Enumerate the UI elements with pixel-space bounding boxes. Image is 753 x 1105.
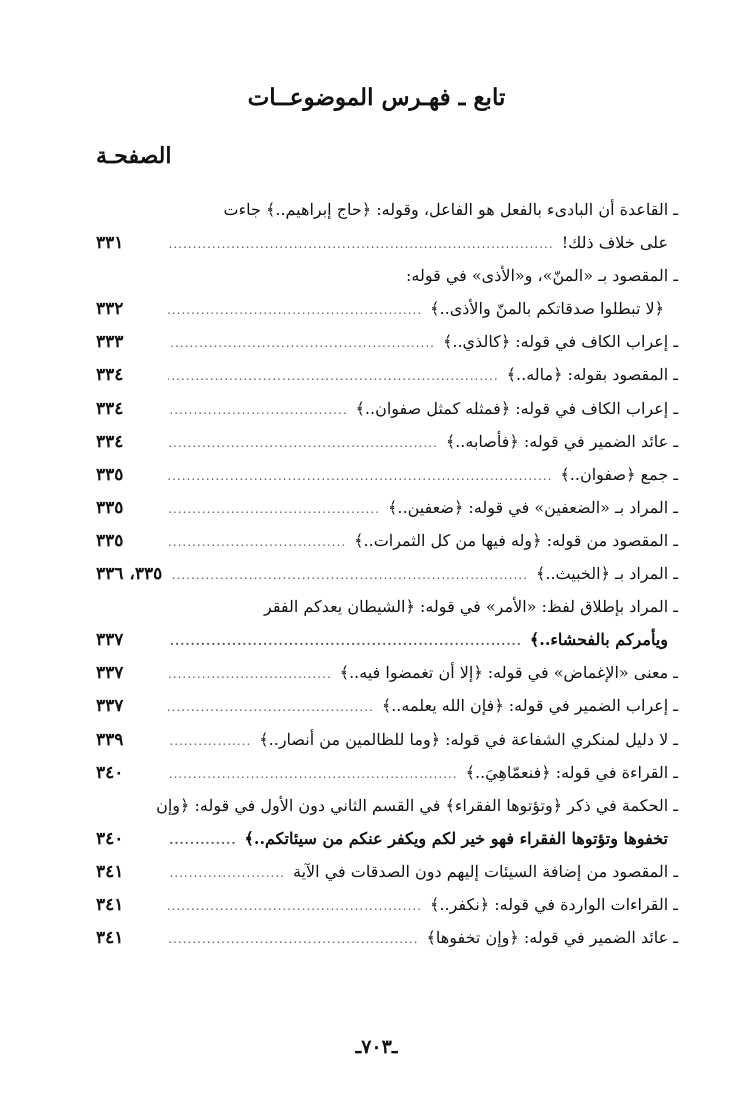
- toc-entry-page: ٣٣٢: [96, 299, 124, 320]
- dot-leader: [168, 857, 285, 890]
- dot-leader: [168, 658, 332, 691]
- toc-entry: [96, 259, 678, 292]
- toc-entry-text: تخفوها وتؤتوها الفقراء فهو خير لكم ويكفر عنكم من سيئاتكم..﴾: [244, 828, 668, 848]
- toc-entry: [96, 491, 678, 524]
- dot-leader: [168, 526, 346, 559]
- toc-entry: [96, 855, 678, 888]
- toc-entry-text: ـ معنى «الإغماض» في قوله: ﴿إلا أن تغمضوا فيه..﴾: [339, 663, 678, 683]
- toc-entry-page: ٣٣٧: [96, 696, 124, 717]
- toc-entry-page: ٣٤١: [96, 928, 124, 949]
- toc-entry-text: ـ المقصود بقوله: ﴿ماله..﴾: [506, 365, 678, 385]
- toc-entry: [96, 689, 678, 722]
- toc-entry: [96, 756, 678, 789]
- toc-entry: [96, 524, 678, 557]
- page-number: ـ٧٠٣ـ: [355, 1036, 398, 1058]
- dot-leader: [168, 460, 552, 493]
- toc-entry-text: ـ المراد بـ ﴿الخبيث..﴾: [536, 564, 678, 584]
- toc-entry: [96, 789, 678, 822]
- toc-entry-page: ٣٣٤: [96, 431, 124, 452]
- toc-entry-page: ٣٣٥: [96, 464, 124, 485]
- dot-leader: [168, 923, 419, 956]
- toc-entry-page: ٣٣٥، ٣٣٦: [96, 564, 163, 585]
- toc-entry: [96, 921, 678, 954]
- toc-entry: [96, 888, 678, 921]
- toc-entry-page: ٣٣٤: [96, 365, 124, 386]
- toc-entry-text: ـ عائد الضمير في قوله: ﴿وإن تخفوها﴾: [426, 928, 678, 948]
- toc-entry: [96, 292, 678, 325]
- toc-entry-text: ـ القراءات الواردة في قوله: ﴿نكفر..﴾: [430, 894, 678, 914]
- toc-entry-text: ـ إعراب الكاف في قوله: ﴿فمثله كمثل صفوان..﴾: [355, 398, 678, 418]
- dot-leader: [170, 559, 528, 592]
- toc-entry-page: ٣٤١: [96, 894, 124, 915]
- toc-entry-text: ـ المقصود من قوله: ﴿وله فيها من كل الثمرات..﴾: [354, 530, 678, 550]
- toc-entry-text: ـ المراد بـ «الضعفين» في قوله: ﴿ضعفين..﴾: [388, 497, 678, 517]
- toc-entry: [96, 656, 678, 689]
- toc-entry-page: ٣٣٧: [96, 663, 124, 684]
- dot-leader: [168, 294, 422, 327]
- toc-entry-text: ـ جمع ﴿صفوان..﴾: [560, 464, 678, 484]
- toc-entry: [96, 458, 678, 491]
- page-column-label: الصفحـة: [96, 143, 172, 169]
- toc-entry-text: ـ المراد بإطلاق لفظ: «الأمر» في قوله: ﴿الشيطان يعدكم الفقر: [263, 597, 678, 617]
- toc-entry-text: ـ إعراب الكاف في قوله: ﴿كالذي..﴾: [442, 332, 678, 352]
- dot-leader: [168, 758, 458, 791]
- toc-entry-text: ـ القراءة في قوله: ﴿فنعمّاهِيَ..﴾: [465, 762, 678, 782]
- toc-entry: [96, 358, 678, 391]
- toc-entry-text: على خلاف ذلك!: [561, 233, 668, 253]
- toc-entry-text: ـ المقصود بـ «المنّ»، و«الأذى» في قوله:: [405, 266, 678, 286]
- page-title: تابع ـ فهـرس الموضوعــات: [247, 84, 506, 111]
- toc-entry-page: ٣٣٩: [96, 729, 124, 750]
- toc-entry: [96, 325, 678, 358]
- toc-entry-page: ٣٣٣: [96, 332, 124, 353]
- toc-entry-text: ـ الحكمة في ذكر ﴿وتؤتوها الفقراء﴾ في القسم الثاني دون الأول في قوله: ﴿وإن: [156, 795, 678, 815]
- dot-leader: [168, 824, 237, 857]
- toc-entry-text: ـ لا دليل لمنكري الشفاعة في قوله: ﴿وما للظالمين من أنصار..﴾: [259, 729, 678, 749]
- toc-entry: [96, 226, 678, 259]
- toc-entry-text: ﴿لا تبطلوا صدقاتكم بالمنّ والأذى..﴾: [430, 299, 664, 319]
- toc-entry-text: ـ القاعدة أن البادىء بالفعل هو الفاعل، وقوله: ﴿حاج إبراهيم..﴾ جاءت: [223, 200, 678, 219]
- dot-leader: [168, 360, 499, 393]
- toc-entry: [96, 723, 678, 756]
- toc-entry-text: ويأمركم بالفحشاء..﴾: [529, 630, 668, 650]
- dot-leader: [168, 327, 435, 360]
- toc-entry-text: ـ إعراب الضمير في قوله: ﴿فإن الله يعلمه..﴾: [381, 696, 678, 716]
- toc-entry: [96, 623, 678, 656]
- toc-entry-page: ٣٣٥: [96, 497, 124, 518]
- dot-leader: [168, 625, 522, 658]
- toc-entry: [96, 193, 678, 226]
- dot-leader: [168, 493, 380, 526]
- dot-leader: [168, 691, 374, 724]
- toc-entry-page: ٣٤١: [96, 861, 124, 882]
- toc-entry-page: ٣٤٠: [96, 762, 124, 783]
- dot-leader: [168, 890, 422, 923]
- toc-entry: [96, 557, 678, 590]
- toc-entry-page: ٣٤٠: [96, 828, 124, 849]
- toc-entry-page: ٣٣١: [96, 233, 124, 254]
- toc-entry-text: ـ عائد الضمير في قوله: ﴿فأصابه..﴾: [445, 431, 678, 451]
- dot-leader: [168, 228, 554, 261]
- toc-entry: [96, 425, 678, 458]
- dot-leader: [168, 725, 251, 758]
- toc-entry: [96, 822, 678, 855]
- toc-entry: [96, 590, 678, 623]
- dot-leader: [168, 427, 438, 460]
- toc-entry: [96, 392, 678, 425]
- toc-list: [96, 193, 678, 954]
- toc-entry-page: ٣٣٧: [96, 630, 124, 651]
- dot-leader: [168, 394, 348, 427]
- toc-entry-page: ٣٣٤: [96, 398, 124, 419]
- toc-entry-text: ـ المقصود من إضافة السيئات إليهم دون الصدقات في الآية: [293, 861, 678, 881]
- toc-entry-page: ٣٣٥: [96, 530, 124, 551]
